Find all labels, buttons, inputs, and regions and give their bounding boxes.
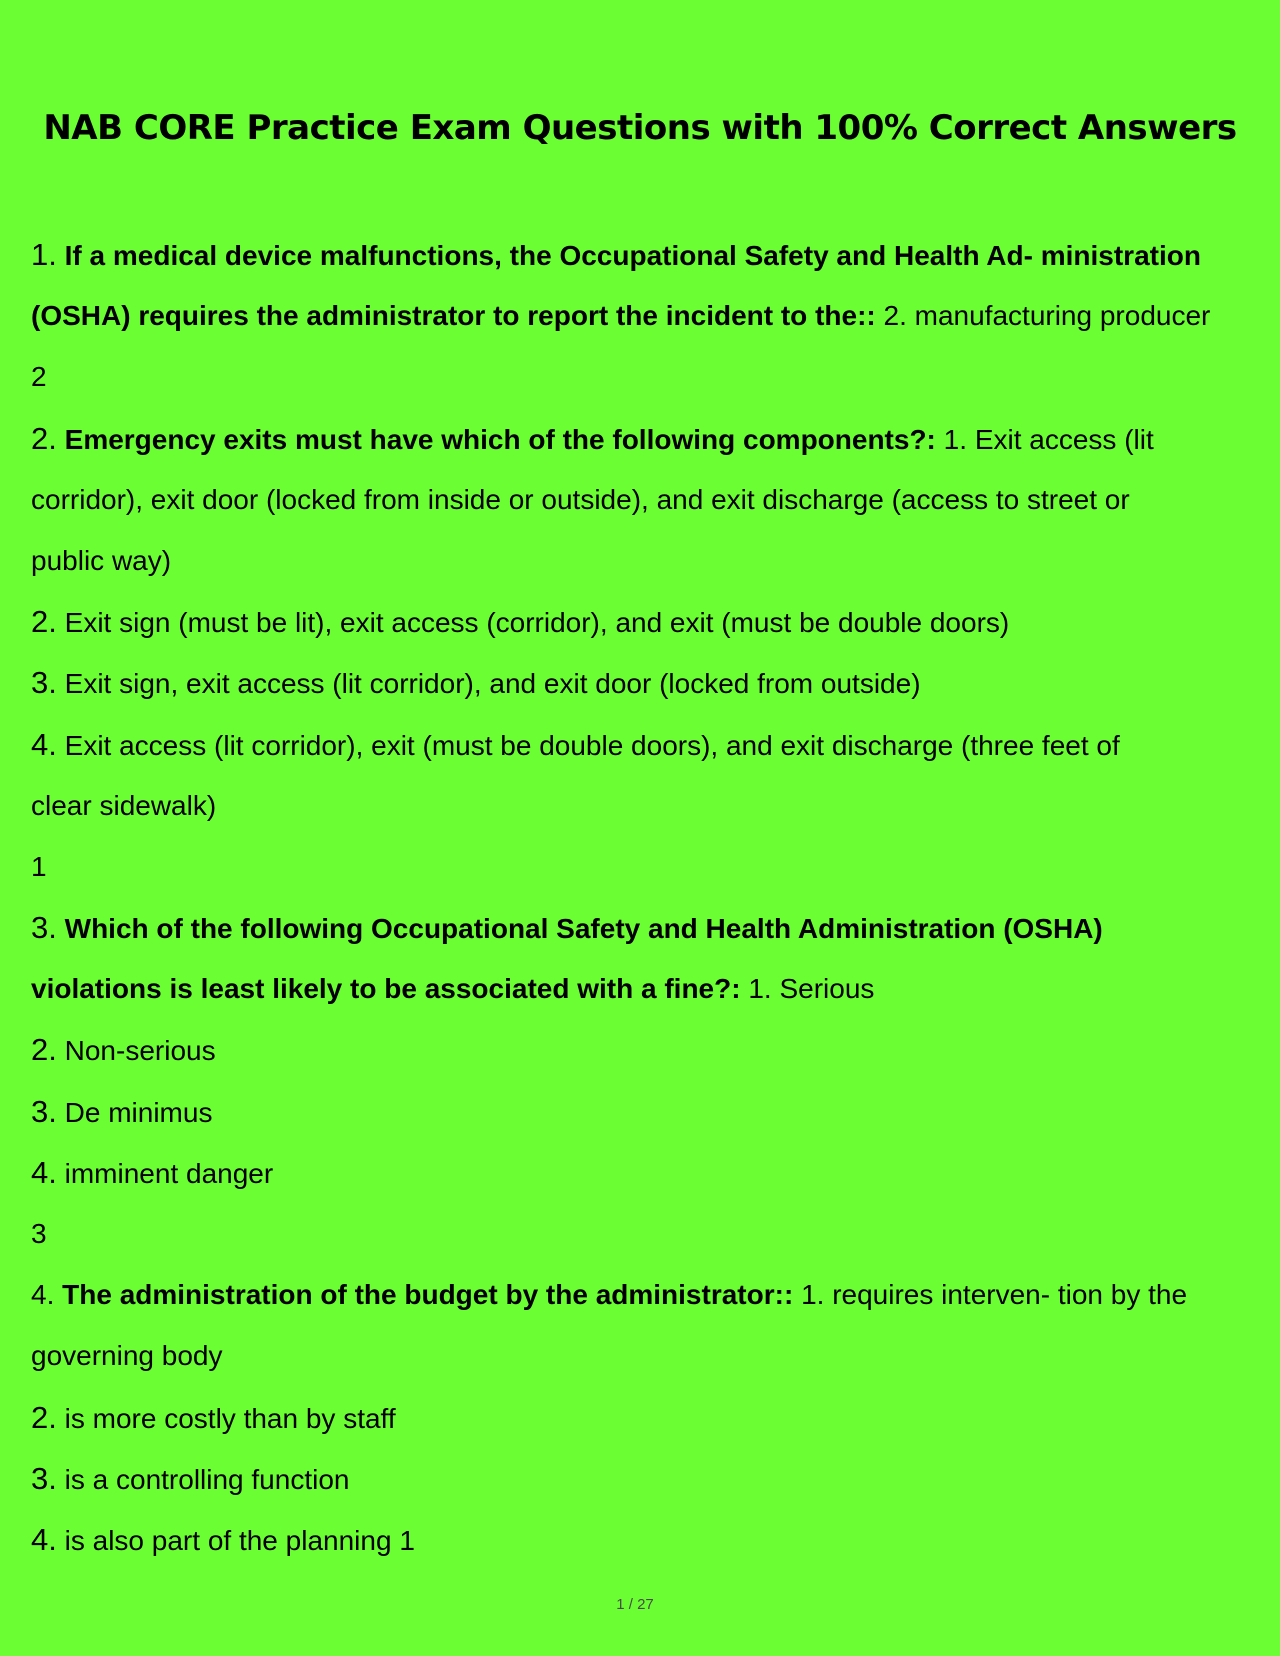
option-text-part: clear sidewalk) xyxy=(31,789,217,821)
option-number: 1. xyxy=(943,423,968,455)
question-text-part: If a medical device malfunctions, the Occupational Safety and Health Ad- ministration xyxy=(64,240,1201,271)
text-line xyxy=(31,1387,1253,1448)
answer-key: 1 xyxy=(399,1524,415,1556)
option-text-part: governing body xyxy=(31,1340,223,1372)
text-line xyxy=(31,1081,1253,1142)
option-number: 4. xyxy=(31,1154,57,1190)
option-number: 2. xyxy=(31,1399,57,1435)
question-number: 3. xyxy=(31,910,57,946)
answer-key: 2 xyxy=(31,361,47,393)
option-text: Exit sign (must be lit), exit access (corridor), and exit (must be double doors) xyxy=(64,607,1010,639)
option-number: 2. xyxy=(31,604,57,640)
option-text: De minimus xyxy=(64,1096,213,1128)
option-number: 1. xyxy=(748,973,772,1005)
text-line xyxy=(31,469,1253,530)
option-text-part: Exit access (lit corridor), exit (must be double doors), and exit discharge (three feet of xyxy=(64,729,1120,761)
text-line xyxy=(31,1448,1253,1509)
text-line xyxy=(31,1019,1253,1080)
question-text-part: violations is least likely to be associated with a fine?: xyxy=(31,973,741,1005)
option-text: is a controlling function xyxy=(64,1463,350,1495)
question-text-part: (OSHA) requires the administrator to report the incident to the:: xyxy=(31,300,876,332)
text-line xyxy=(31,836,1253,897)
text-line xyxy=(31,285,1253,346)
option-text: is also part of the planning xyxy=(64,1524,392,1556)
question-list xyxy=(31,224,1253,1570)
text-line xyxy=(31,714,1253,775)
page-indicator: 1 / 27 xyxy=(616,1596,654,1613)
text-line xyxy=(31,1509,1253,1570)
text-line xyxy=(31,958,1253,1019)
option-number: 2. xyxy=(883,300,907,332)
option-text: imminent danger xyxy=(64,1157,274,1189)
option-text-part: Exit access (lit xyxy=(974,423,1154,455)
option-text: manufacturing producer xyxy=(914,300,1211,332)
option-number: 3. xyxy=(31,1460,57,1496)
text-line xyxy=(31,530,1253,591)
answer-key: 3 xyxy=(31,1218,47,1249)
option-text: is more costly than by staff xyxy=(64,1402,396,1434)
question-number: 4. xyxy=(31,1279,55,1311)
option-text: Serious xyxy=(779,973,875,1005)
text-line xyxy=(31,1203,1253,1264)
question-number: 1. xyxy=(31,237,57,272)
question-number: 2. xyxy=(31,420,57,456)
option-number: 3. xyxy=(31,665,57,701)
text-line xyxy=(31,408,1253,469)
option-number: 4. xyxy=(31,1521,57,1557)
question-text: Emergency exits must have which of the following components?: xyxy=(64,423,936,455)
text-line xyxy=(31,652,1253,713)
text-line xyxy=(31,1142,1253,1203)
text-line xyxy=(31,897,1253,958)
question-text-part: Which of the following Occupational Safety and Health Administration (OSHA) xyxy=(64,913,1103,945)
text-line xyxy=(31,224,1253,285)
answer-key: 1 xyxy=(31,850,47,882)
text-line xyxy=(31,591,1253,652)
option-number: 1. xyxy=(801,1279,825,1311)
option-number: 3. xyxy=(31,1093,57,1129)
option-text: Exit sign, exit access (lit corridor), and exit door (locked from outside) xyxy=(64,668,921,700)
text-line xyxy=(31,1264,1253,1325)
option-number: 4. xyxy=(31,726,57,762)
text-line xyxy=(31,775,1253,836)
text-line xyxy=(31,346,1253,407)
question-text: The administration of the budget by the administrator:: xyxy=(62,1279,794,1311)
option-number: 2. xyxy=(31,1032,57,1068)
option-text-part: public way) xyxy=(31,544,172,576)
option-text-part: requires interven- tion by the xyxy=(832,1279,1188,1311)
option-text: Non-serious xyxy=(64,1035,216,1067)
text-line xyxy=(31,1325,1253,1386)
option-text-part: corridor), exit door (locked from inside or outside), and exit discharge (access to street or xyxy=(31,483,1130,515)
page-title: NAB CORE Practice Exam Questions with 100% Correct Answers xyxy=(43,108,1237,148)
